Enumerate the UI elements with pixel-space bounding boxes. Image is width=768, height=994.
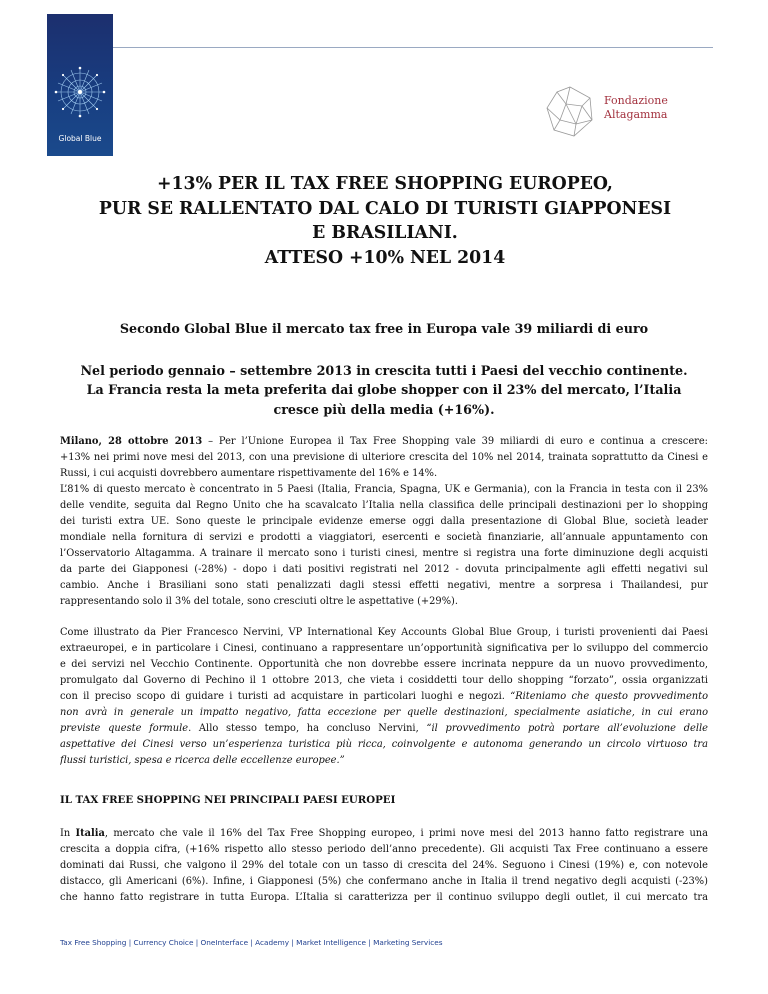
polyhedron-icon: [542, 84, 598, 140]
body-line: Russi, i cui acquisti dovrebbero aumentare rispettivamente del 16% e 14%.: [60, 468, 438, 479]
body-line: +13% nei primi nove mesi del 2013, con una previsione di ulteriore crescita del 10% nel 2014, trainata soprattutto da Cinesi e: [60, 452, 708, 463]
altagamma-line-2: Altagamma: [604, 108, 668, 121]
body-line: da parte dei Giapponesi (-28%) - dopo i dati positivi registrati nel 2012 - dovuta principalmente agli effetti negativi sul: [60, 564, 708, 575]
body-line: distacco, gli Americani (6%). Infine, i Giapponesi (5%) che confermano anche in Italia il trend negativo degli acquisti (-23%): [60, 876, 708, 887]
quote-text: flussi turistici, spesa e ricerca delle eccellenze europee.”: [60, 755, 345, 766]
headline: [90, 172, 680, 270]
body-line: [60, 721, 708, 736]
global-blue-star-icon: [54, 66, 106, 118]
body-text: Allo stesso tempo, ha concluso Nervini,: [191, 723, 427, 734]
header-rule: [112, 47, 713, 48]
country-name: Italia: [75, 828, 105, 839]
global-blue-wordmark: Global Blue: [58, 134, 102, 143]
body-line: dominati dai Russi, che valgono il 29% del totale con un tasso di crescita del 24%. Seguono i Cinesi (19%) e, con notevole: [60, 860, 708, 871]
global-blue-logo: [47, 14, 113, 156]
body-line: delle vendite, seguita dal Regno Unito che ha scavalcato l’Italia nella classifica delle principali destinazioni per lo shopping: [60, 500, 708, 511]
subtitle: Secondo Global Blue il mercato tax free in Europa vale 39 miliardi di euro: [119, 321, 649, 336]
body-line: cambio. Anche i Brasiliani sono stati penalizzati dagli stessi effetti negativi, mentre a sorpresa i Thailandesi, pur: [60, 580, 708, 591]
quote-text: “il provvedimento potrà portare all’evoluzione delle: [426, 723, 708, 734]
body-line: [60, 737, 708, 752]
body-line: promulgato dal Governo di Pechino il 1 ottobre 2013, che vieta i cosiddetti tour dello shopping “forzato”, ossia organizzati: [60, 675, 708, 686]
body-line: [60, 826, 708, 841]
body-line: mondiale nella fornitura di servizi e prodotti a viaggiatori, esercenti e società finanziarie, all’annuale appuntamento con: [60, 532, 708, 543]
lead-line: cresce più della media (+16%).: [273, 401, 495, 417]
headline-line: PUR SE RALLENTATO DAL CALO DI TURISTI GIAPPONESI: [98, 198, 672, 219]
body-line: crescita a doppia cifra, (+16% rispetto allo stesso periodo dell’anno precedente). Gli acquisti Tax Free continuano a essere: [60, 844, 708, 855]
quote-text: previste queste formule.: [60, 723, 192, 734]
footer-services: Tax Free Shopping | Currency Choice | OneInterface | Academy | Market Intelligence | Marketing Services: [60, 938, 443, 947]
altagamma-wordmark: [604, 94, 668, 122]
body-text: con il preciso scopo di guidare i turisti ad acquistare in particolari luoghi e negozi.: [60, 691, 511, 702]
headline-line: ATTESO +10% NEL 2014: [264, 247, 506, 268]
body-line: [60, 705, 708, 720]
body-line: che hanno fatto registrare in tutta Europa. L’Italia si caratterizza per il continuo sviluppo degli outlet, il cui mercato tra: [60, 892, 708, 903]
body-text: , mercato che vale il 16% del Tax Free Shopping europeo, i primi nove mesi del 2013 hanno fatto registrare una: [104, 828, 708, 839]
body-line: L’81% di questo mercato è concentrato in 5 Paesi (Italia, Francia, Spagna, UK e Germania), con la Francia in testa con il 23%: [60, 484, 708, 495]
headline-line: +13% PER IL TAX FREE SHOPPING EUROPEO,: [157, 174, 613, 194]
body-line: rappresentando solo il 3% del totale, sono cresciuti oltre le aspettative (+29%).: [60, 596, 459, 607]
altagamma-logo: [542, 84, 702, 140]
dateline: Milano, 28 ottobre 2013: [60, 436, 203, 447]
quote-text: aspettative dei Cinesi verso un’esperienza turistica più ricca, coinvolgente e autonoma generando un circolo virtuoso tra: [60, 739, 708, 750]
body-text: – Per l’Unione Europea il Tax Free Shopping vale 39 miliardi di euro e continua a crescere:: [202, 436, 708, 447]
body-line: Come illustrato da Pier Francesco Nervini, VP International Key Accounts Global Blue Group, i turisti provenienti dai Paesi: [60, 627, 708, 638]
headline-line: E BRASILIANI.: [312, 223, 458, 243]
altagamma-line-1: Fondazione: [604, 94, 668, 107]
section-title: IL TAX FREE SHOPPING NEI PRINCIPALI PAESI EUROPEI: [60, 794, 396, 806]
body-line: extraeuropei, e in particolare i Cinesi, continuano a rappresentare un’opportunità significativa per lo sviluppo del commercio: [60, 643, 708, 654]
body-line: [60, 434, 708, 449]
body-line: l’Osservatorio Altagamma. A trainare il mercato sono i turisti cinesi, mentre si registra una forte diminuzione degli acquisti: [60, 548, 708, 559]
body-text: In: [60, 828, 76, 839]
quote-text: “Riteniamo che questo provvedimento: [510, 691, 708, 702]
lead-paragraph: [60, 361, 708, 419]
body-line: [60, 689, 708, 704]
body-line: [60, 753, 708, 768]
lead-line: La Francia resta la meta preferita dai globe shopper con il 23% del mercato, l’Italia: [86, 382, 682, 398]
quote-text: non avrà in generale un impatto negativo, fatta eccezione per quelle destinazioni, specialmente asiatiche, in cui erano: [60, 707, 708, 718]
body-line: dei turisti extra UE. Sono queste le principale evidenze emerse oggi dalla presentazione di Global Blue, società leader: [60, 516, 708, 527]
body-line: e dei servizi nel Vecchio Continente. Opportunità che non dovrebbe essere incrinata neppure da un nuovo provvedimento,: [60, 659, 708, 670]
lead-line: Nel periodo gennaio – settembre 2013 in crescita tutti i Paesi del vecchio continente.: [80, 363, 688, 378]
